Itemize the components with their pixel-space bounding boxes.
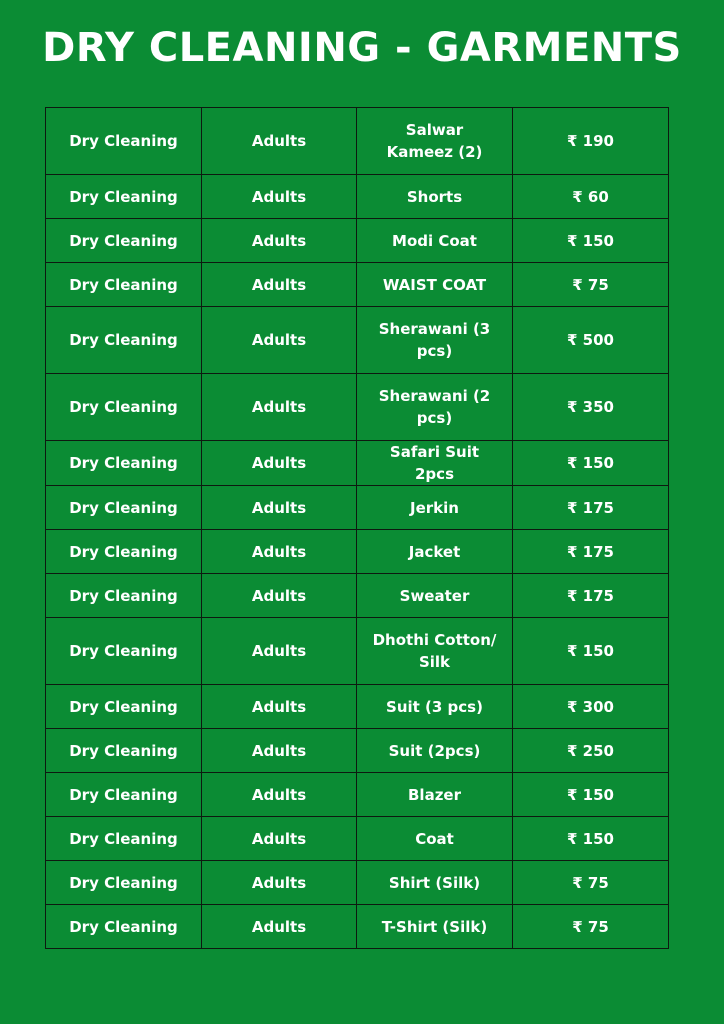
category-cell: Adults xyxy=(202,861,357,905)
table-row xyxy=(46,618,669,685)
category-cell: Adults xyxy=(202,219,357,263)
item-cell: Dhothi Cotton/ Silk xyxy=(357,618,513,685)
service-cell: Dry Cleaning xyxy=(46,441,202,486)
table-row xyxy=(46,108,669,175)
service-cell: Dry Cleaning xyxy=(46,861,202,905)
price-cell: ₹ 500 xyxy=(513,307,669,374)
item-cell: Sweater xyxy=(357,574,513,618)
table-row xyxy=(46,374,669,441)
price-cell: ₹ 60 xyxy=(513,175,669,219)
table-row xyxy=(46,263,669,307)
category-cell: Adults xyxy=(202,530,357,574)
table-row xyxy=(46,219,669,263)
category-cell: Adults xyxy=(202,773,357,817)
service-cell: Dry Cleaning xyxy=(46,905,202,949)
service-cell: Dry Cleaning xyxy=(46,618,202,685)
category-cell: Adults xyxy=(202,108,357,175)
table-row xyxy=(46,905,669,949)
item-cell: Suit (2pcs) xyxy=(357,729,513,773)
category-cell: Adults xyxy=(202,307,357,374)
category-cell: Adults xyxy=(202,905,357,949)
price-cell: ₹ 300 xyxy=(513,685,669,729)
price-cell: ₹ 150 xyxy=(513,219,669,263)
service-cell: Dry Cleaning xyxy=(46,486,202,530)
table-row xyxy=(46,530,669,574)
table-row xyxy=(46,861,669,905)
price-cell: ₹ 150 xyxy=(513,618,669,685)
item-cell: Shirt (Silk) xyxy=(357,861,513,905)
service-cell: Dry Cleaning xyxy=(46,530,202,574)
category-cell: Adults xyxy=(202,817,357,861)
item-cell: Safari Suit 2pcs xyxy=(357,441,513,486)
price-cell: ₹ 75 xyxy=(513,905,669,949)
item-cell: T-Shirt (Silk) xyxy=(357,905,513,949)
category-cell: Adults xyxy=(202,574,357,618)
price-cell: ₹ 75 xyxy=(513,263,669,307)
price-cell: ₹ 250 xyxy=(513,729,669,773)
price-table xyxy=(45,107,669,949)
category-cell: Adults xyxy=(202,374,357,441)
item-cell: Salwar Kameez (2) xyxy=(357,108,513,175)
table-row xyxy=(46,486,669,530)
service-cell: Dry Cleaning xyxy=(46,773,202,817)
price-cell: ₹ 150 xyxy=(513,817,669,861)
item-cell: WAIST COAT xyxy=(357,263,513,307)
item-cell: Sherawani (2 pcs) xyxy=(357,374,513,441)
category-cell: Adults xyxy=(202,486,357,530)
table-row xyxy=(46,574,669,618)
item-cell: Blazer xyxy=(357,773,513,817)
table-row xyxy=(46,817,669,861)
table-row xyxy=(46,685,669,729)
table-row xyxy=(46,307,669,374)
service-cell: Dry Cleaning xyxy=(46,574,202,618)
item-cell: Coat xyxy=(357,817,513,861)
price-cell: ₹ 150 xyxy=(513,441,669,486)
service-cell: Dry Cleaning xyxy=(46,175,202,219)
item-cell: Jerkin xyxy=(357,486,513,530)
category-cell: Adults xyxy=(202,618,357,685)
item-cell: Modi Coat xyxy=(357,219,513,263)
service-cell: Dry Cleaning xyxy=(46,307,202,374)
service-cell: Dry Cleaning xyxy=(46,817,202,861)
price-cell: ₹ 75 xyxy=(513,861,669,905)
item-cell: Jacket xyxy=(357,530,513,574)
category-cell: Adults xyxy=(202,175,357,219)
service-cell: Dry Cleaning xyxy=(46,729,202,773)
category-cell: Adults xyxy=(202,263,357,307)
service-cell: Dry Cleaning xyxy=(46,263,202,307)
service-cell: Dry Cleaning xyxy=(46,374,202,441)
item-cell: Suit (3 pcs) xyxy=(357,685,513,729)
category-cell: Adults xyxy=(202,685,357,729)
service-cell: Dry Cleaning xyxy=(46,219,202,263)
price-cell: ₹ 150 xyxy=(513,773,669,817)
category-cell: Adults xyxy=(202,729,357,773)
page-title: DRY CLEANING - GARMENTS xyxy=(42,25,682,71)
price-cell: ₹ 190 xyxy=(513,108,669,175)
price-cell: ₹ 175 xyxy=(513,486,669,530)
item-cell: Sherawani (3 pcs) xyxy=(357,307,513,374)
table-row xyxy=(46,773,669,817)
table-row xyxy=(46,729,669,773)
service-cell: Dry Cleaning xyxy=(46,108,202,175)
table-row xyxy=(46,441,669,486)
service-cell: Dry Cleaning xyxy=(46,685,202,729)
table-row xyxy=(46,175,669,219)
price-cell: ₹ 175 xyxy=(513,530,669,574)
item-cell: Shorts xyxy=(357,175,513,219)
category-cell: Adults xyxy=(202,441,357,486)
price-cell: ₹ 350 xyxy=(513,374,669,441)
price-cell: ₹ 175 xyxy=(513,574,669,618)
